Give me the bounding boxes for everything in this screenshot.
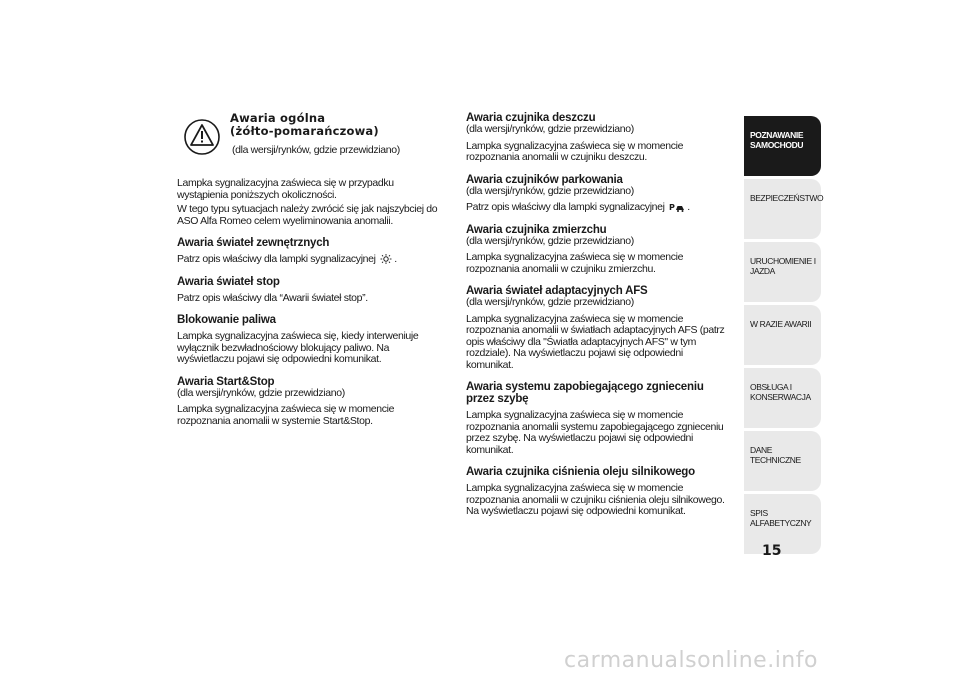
- warning-triangle-icon: [180, 118, 224, 156]
- section-sub: (dla wersji/rynków, gdzie przewidziano): [466, 123, 634, 135]
- section-heading: Awaria Start&Stop: [177, 375, 275, 388]
- section-sub: (dla wersji/rynków, gdzie przewidziano): [177, 386, 345, 399]
- section-heading: Awaria świateł stop: [177, 275, 280, 288]
- watermark: carmanualsonline.info: [564, 648, 818, 673]
- exterior-light-icon: [380, 254, 392, 264]
- section-parking-sensors: [466, 174, 728, 214]
- section-dusk-sensor: [466, 224, 728, 276]
- tab-label: POZNAWANIE SAMOCHODU: [750, 130, 804, 150]
- section-sub: (dla wersji/rynków, gdzie przewidziano): [466, 184, 634, 197]
- general-warning-title-line1: Awaria ogólna: [230, 111, 326, 125]
- section-heading: Awaria świateł zewnętrznych: [177, 237, 330, 249]
- section-afs-lights: [466, 285, 728, 371]
- tab-obsluga-i-konserwacja[interactable]: [744, 368, 821, 428]
- left-column: [177, 112, 439, 437]
- section-text: Lampka sygnalizacyjna zaświeca się w momencie rozpoznania anomalii w systemie Start&Stop.: [177, 403, 395, 427]
- tab-spis-alfabetyczny[interactable]: [744, 494, 821, 554]
- tab-label: SPIS ALFABETYCZNY: [750, 508, 812, 528]
- section-sub: (dla wersji/rynków, gdzie przewidziano): [466, 296, 634, 308]
- tab-label: W RAZIE AWARII: [750, 319, 812, 329]
- section-text: Patrz opis właściwy dla lampki sygnalizacyjnej .: [177, 253, 397, 265]
- section-rain-sensor: [466, 112, 728, 164]
- parking-sensor-icon: [669, 202, 685, 212]
- general-warning-title-line2: (żółto-pomarańczowa): [230, 123, 379, 138]
- tab-label: BEZPIECZEŃSTWO: [750, 193, 824, 203]
- right-column: [466, 112, 728, 528]
- tab-label: URUCHOMIENIE I JAZDA: [750, 256, 816, 276]
- section-oil-pressure: [466, 466, 728, 518]
- section-fuel-block: [177, 314, 439, 366]
- section-text: Lampka sygnalizacyjna zaświeca się w momencie rozpoznania anomalii w czujniku zmierzchu.: [466, 251, 684, 275]
- section-heading: Awaria czujników parkowania: [466, 173, 623, 186]
- section-text: Lampka sygnalizacyjna zaświeca się w momencie rozpoznania anomalii w światłach adaptacyjnych AFS (patrz opis właściwy dla "Światła adaptacyjnych AFS" w tym rozdziale). Na wyświetlaczu pojawi się odpowiedni komunikat.: [466, 312, 725, 371]
- section-text: Lampka sygnalizacyjna zaświeca się w momencie rozpoznania anomalii w czujniku ciśnienia oleju silnikowego. Na wyświetlaczu pojawi się odpowiedni komunikat.: [466, 482, 725, 517]
- section-heading: Awaria systemu zapobiegającego zgnieceniu przez szybę: [466, 381, 704, 405]
- section-text: Lampka sygnalizacyjna zaświeca się w momencie rozpoznania anomalii systemu zapobiegającego zgnieceniu przez szybę. Na wyświetlaczu pojawi się odpowiedni komunikat.: [466, 409, 724, 456]
- tab-uruchomienie-i-jazda[interactable]: [744, 242, 821, 302]
- svg-text:P: P: [669, 203, 675, 213]
- tab-label: DANE TECHNICZNE: [750, 445, 801, 465]
- section-heading: Awaria czujnika ciśnienia oleju silnikowego: [466, 466, 695, 478]
- section-stop-lights: [177, 276, 439, 305]
- section-anti-pinch: [466, 381, 728, 456]
- section-text: Lampka sygnalizacyjna zaświeca się, kiedy interweniuje wyłącznik bezwładnościowy blokujący paliwo. Na wyświetlaczu pojawi się odpowiedni komunikat.: [177, 330, 419, 365]
- tab-poznawanie-samochodu[interactable]: [744, 116, 821, 176]
- tab-w-razie-awarii[interactable]: [744, 305, 821, 365]
- section-text: Patrz opis właściwy dla lampki sygnalizacyjnej P .: [466, 201, 690, 213]
- tab-label: OBSŁUGA I KONSERWACJA: [750, 382, 811, 402]
- section-heading: Awaria czujnika zmierzchu: [466, 223, 607, 236]
- section-text: Patrz opis właściwy dla “Awarii świateł stop”.: [177, 291, 368, 304]
- section-heading: Blokowanie paliwa: [177, 314, 276, 326]
- general-warning-subtitle: (dla wersji/rynków, gdzie przewidziano): [232, 144, 400, 156]
- general-warning-title: [230, 112, 379, 137]
- section-start-stop: [177, 376, 439, 428]
- section-exterior-lights: [177, 237, 439, 266]
- section-text: Lampka sygnalizacyjna zaświeca się w momencie rozpoznania anomalii w czujniku deszczu.: [466, 139, 684, 163]
- section-sub: (dla wersji/rynków, gdzie przewidziano): [466, 234, 634, 247]
- general-warning-block: [177, 112, 439, 172]
- intro-paragraph-1: Lampka sygnalizacyjna zaświeca się w przypadku wystąpienia poniższych okoliczności.: [177, 177, 394, 201]
- chapter-tabs: [744, 116, 824, 557]
- tab-dane-techniczne[interactable]: [744, 431, 821, 491]
- section-heading: Awaria czujnika deszczu: [466, 112, 596, 124]
- page-number: 15: [762, 543, 782, 559]
- intro-paragraph-2: W tego typu sytuacjach należy zwrócić się jak najszybciej do ASO Alfa Romeo celem wyeliminowania anomalii.: [177, 203, 438, 227]
- section-heading: Awaria świateł adaptacyjnych AFS: [466, 285, 648, 297]
- tab-bezpieczenstwo[interactable]: [744, 179, 824, 239]
